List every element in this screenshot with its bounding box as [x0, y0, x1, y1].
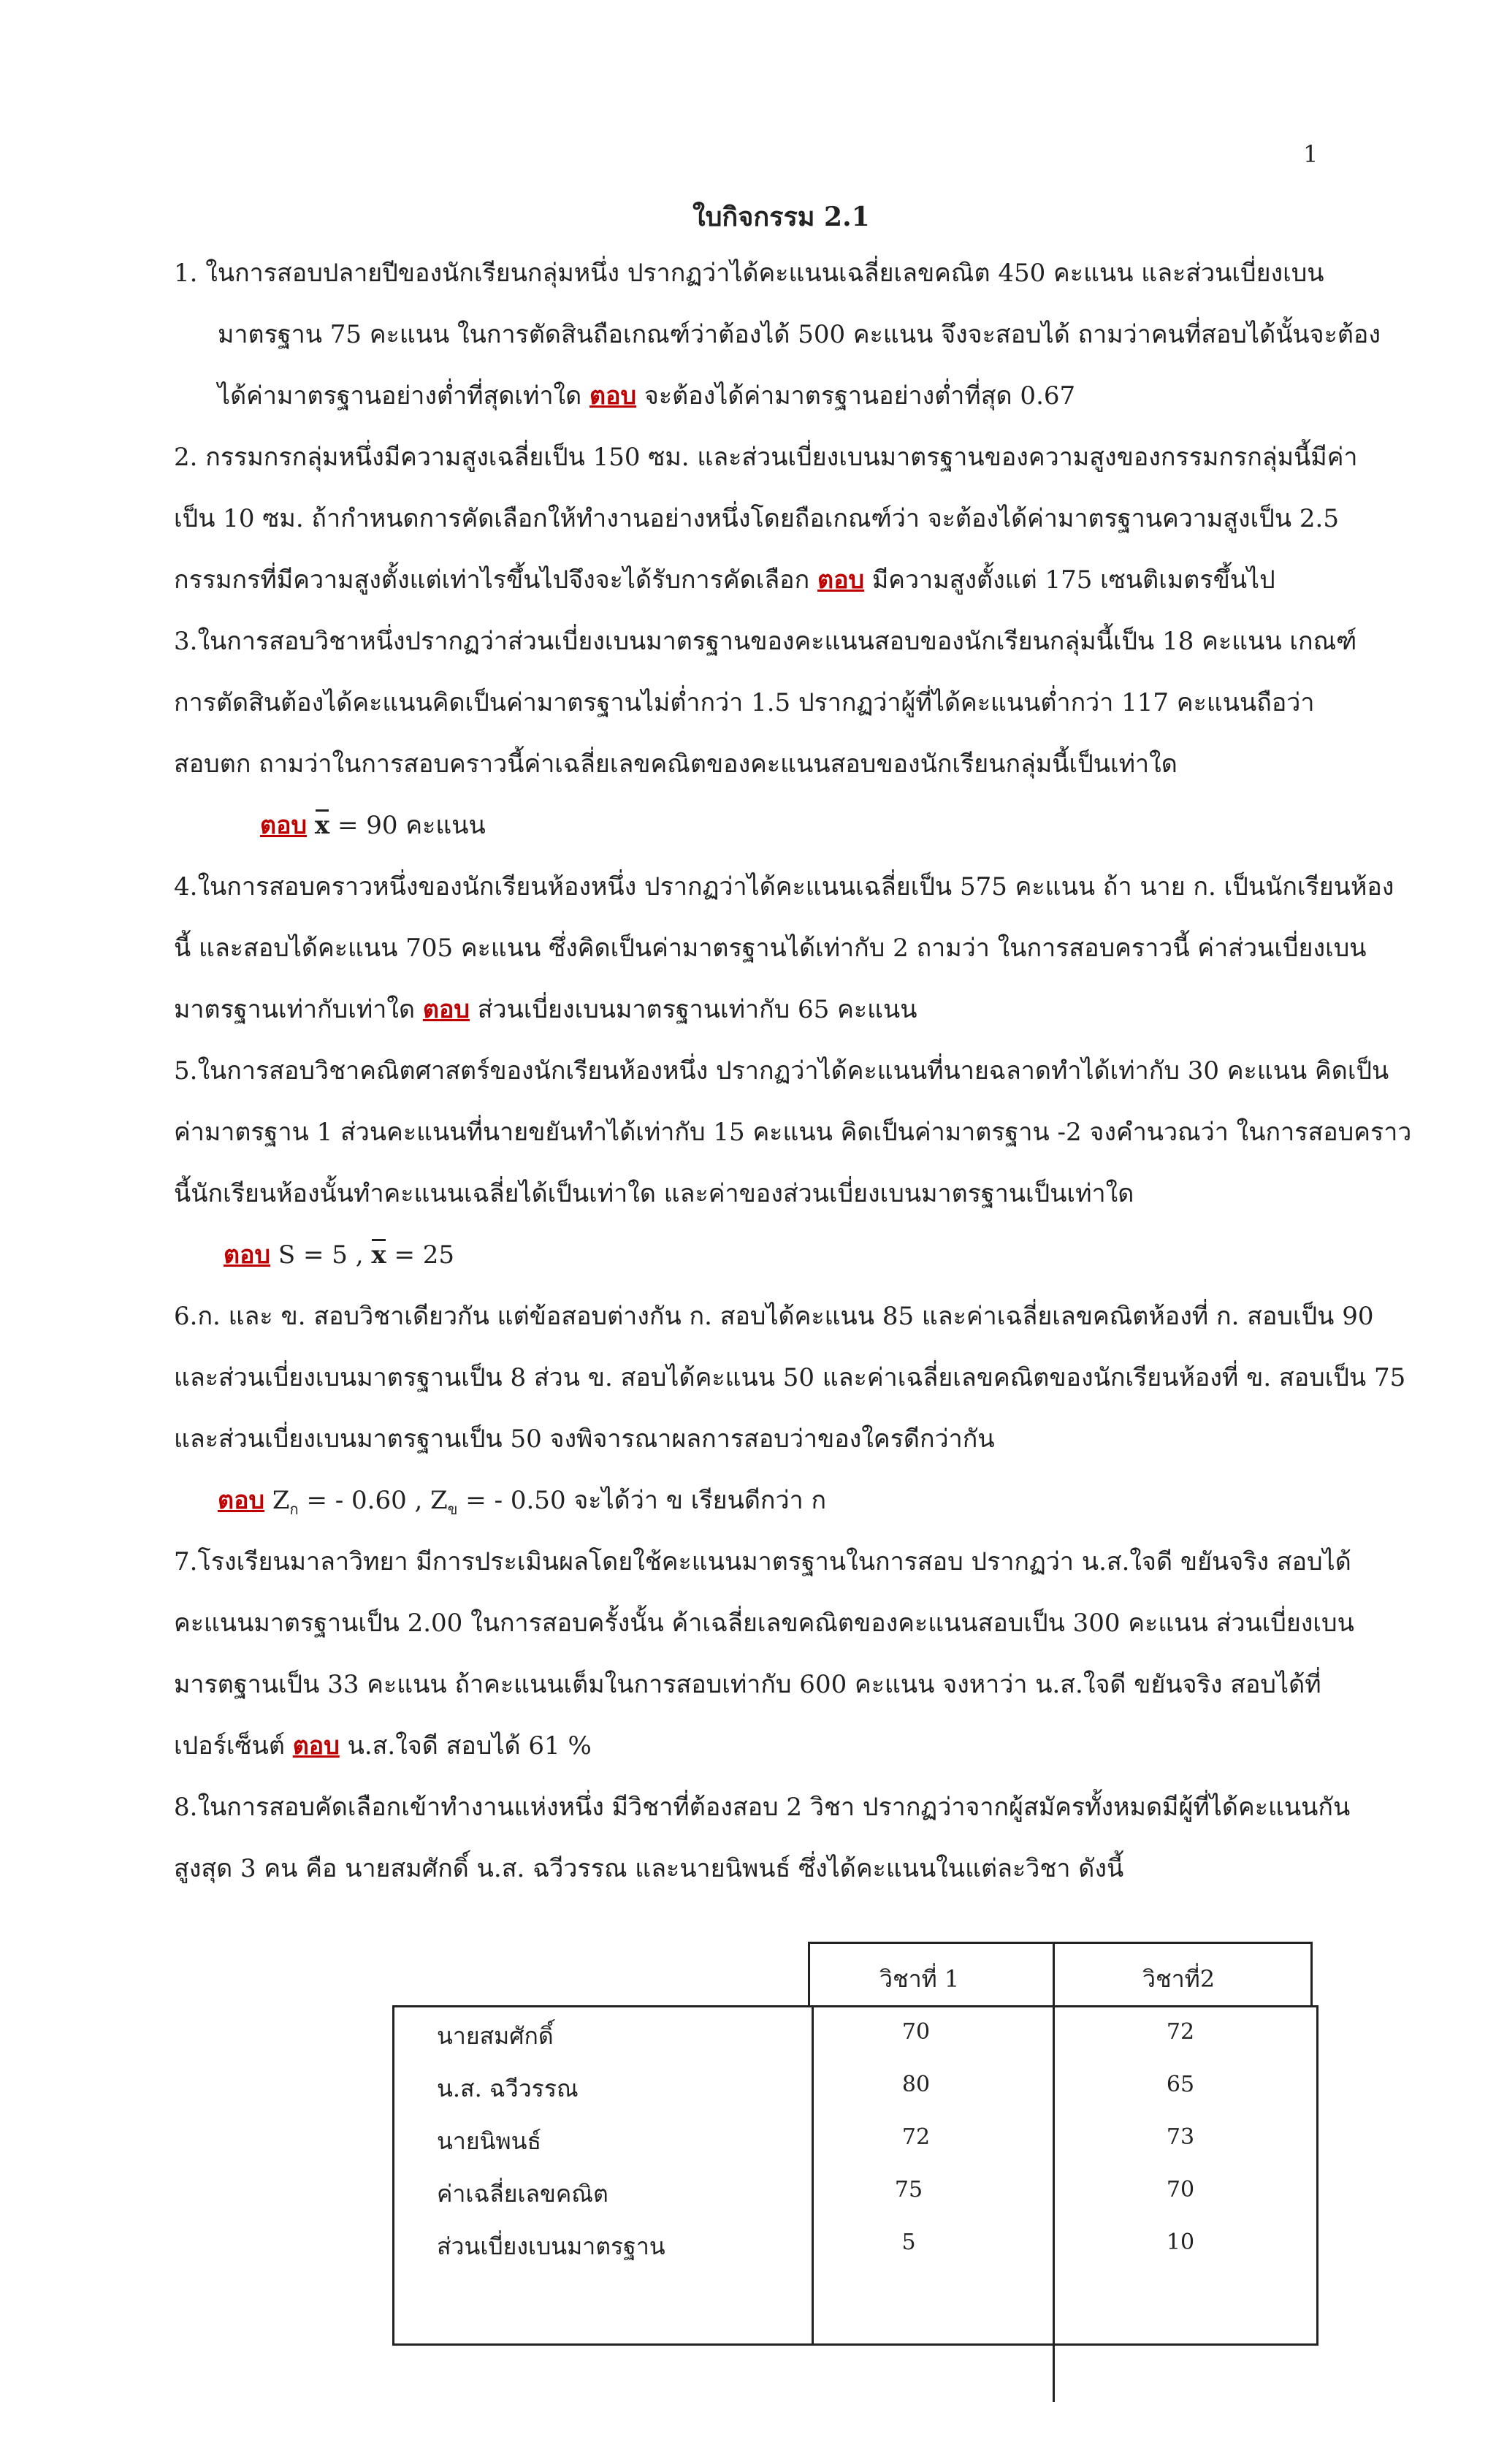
row-label: ค่าเฉลี่ยเลขคณิต	[437, 2180, 608, 2208]
q2-line3: กรรมกรที่มีความสูงตั้งแต่เท่าไรขึ้นไปจึงจะได้รับการคัดเลือก ตอบ มีความสูงตั้งแต่ 175 เซนติเมตรขึ้นไป	[174, 565, 1275, 595]
q5-line1: 5.ในการสอบวิชาคณิตศาสตร์ของนักเรียนห้องหนึ่ง ปรากฏว่าได้คะแนนที่นายฉลาดทำได้เท่ากับ 30 คะแนน คิดเป็น	[174, 1056, 1389, 1086]
row-label: นายสมศักดิ์	[437, 2022, 554, 2050]
answer-label: ตอบ	[589, 381, 637, 411]
cell-value: 73	[1166, 2124, 1195, 2150]
cell-value: 70	[1166, 2177, 1195, 2202]
q6-line1: 6.ก. และ ข. สอบวิชาเดียวกัน แต่ข้อสอบต่างกัน ก. สอบได้คะแนน 85 และค่าเฉลี่ยเลขคณิตห้องที่ ก. สอบเป็น 90	[174, 1302, 1374, 1331]
q4-line3: มาตรฐานเท่ากับเท่าใด ตอบ ส่วนเบี่ยงเบนมาตรฐานเท่ากับ 65 คะแนน	[174, 995, 917, 1024]
q7-line3: มารตฐานเป็น 33 คะแนน ถ้าคะแนนเต็มในการสอบเท่ากับ 600 คะแนน จงหาว่า น.ส.ใจดี ขยันจริง สอบได้ที่	[174, 1670, 1321, 1699]
mean-symbol: x	[371, 1240, 386, 1270]
q6-line3: และส่วนเบี่ยงเบนมาตรฐานเป็น 50 จงพิจารณาผลการสอบว่าของใครดีกว่ากัน	[174, 1424, 995, 1454]
answer-label: ตอบ	[224, 1240, 271, 1270]
q7-line1: 7.โรงเรียนมาลาวิทยา มีการประเมินผลโดยใช้คะแนนมาตรฐานในการสอบ ปรากฏว่า น.ส.ใจดี ขยันจริง สอบได้	[174, 1547, 1351, 1576]
cell-value: 80	[901, 2072, 931, 2097]
answer-label: ตอบ	[218, 1486, 265, 1515]
q7-line4: เปอร์เซ็นต์ ตอบ น.ส.ใจดี สอบได้ 61 %	[174, 1731, 592, 1761]
q6-answer: ตอบ $Z_ก$ = - 0.60 , $Z_ข$ = - 0.50 จะได้ว่า ข เรียนดีกว่า ก	[218, 1486, 827, 1518]
cell-value: 5	[901, 2230, 916, 2255]
mean-symbol: x	[314, 811, 330, 840]
row-label: ส่วนเบี่ยงเบนมาตรฐาน	[437, 2232, 665, 2260]
table-header: วิชาที่2	[1142, 1965, 1216, 1993]
table-header: วิชาที่ 1	[879, 1965, 960, 1993]
q5-line2: ค่ามาตรฐาน 1 ส่วนคะแนนที่นายขยันทำได้เท่ากับ 15 คะแนน คิดเป็นค่ามาตรฐาน -2 จงคำนวณว่า ในการสอบคราว	[174, 1118, 1412, 1147]
cell-value: 72	[901, 2124, 931, 2150]
cell-value: 10	[1166, 2230, 1195, 2255]
cell-value: 65	[1166, 2072, 1195, 2097]
q2-line2: เป็น 10 ซม. ถ้ากำหนดการคัดเลือกให้ทำงานอย่างหนึ่งโดยถือเกณฑ์ว่า จะต้องได้ค่ามาตรฐานความสูงเป็น 2.5	[174, 504, 1339, 533]
q5-answer: ตอบ S = 5 , x = 25	[224, 1240, 455, 1270]
answer-label: ตอบ	[422, 995, 470, 1024]
cell-value: 72	[1166, 2019, 1195, 2045]
q3-answer: ตอบ x = 90 คะแนน	[260, 811, 486, 840]
q1-line2: มาตรฐาน 75 คะแนน ในการตัดสินถือเกณฑ์ว่าต้องได้ 500 คะแนน จึงจะสอบได้ ถามว่าคนที่สอบได้นั้นจะต้อง	[218, 320, 1381, 349]
q5-line3: นี้นักเรียนห้องนั้นทำคะแนนเฉลี่ยได้เป็นเท่าใด และค่าของส่วนเบี่ยงเบนมาตรฐานเป็นเท่าใด	[174, 1179, 1134, 1208]
q4-line2: นี้ และสอบได้คะแนน 705 คะแนน ซึ่งคิดเป็นค่ามาตรฐานได้เท่ากับ 2 ถามว่า ในการสอบคราวนี้ ค่าส่วนเบี่ยงเบน	[174, 934, 1367, 963]
cell-value: 70	[901, 2019, 931, 2045]
q3-line2: การตัดสินต้องได้คะแนนคิดเป็นค่ามาตรฐานไม่ต่ำกว่า 1.5 ปรากฏว่าผู้ที่ได้คะแนนต่ำกว่า 117 คะแนนถือว่า	[174, 688, 1315, 717]
q7-line2: คะแนนมาตรฐานเป็น 2.00 ในการสอบครั้งนั้น ค้าเฉลี่ยเลขคณิตของคะแนนสอบเป็น 300 คะแนน ส่วนเบี่ยงเบน	[174, 1609, 1354, 1638]
q6-line2: และส่วนเบี่ยงเบนมาตรฐานเป็น 8 ส่วน ข. สอบได้คะแนน 50 และค่าเฉลี่ยเลขคณิตของนักเรียนห้องที่ ข. สอบเป็น 75	[174, 1363, 1406, 1392]
q2-line1: 2. กรรมกรกลุ่มหนึ่งมีความสูงเฉลี่ยเป็น 150 ซม. และส่วนเบี่ยงเบนมาตรฐานของความสูงของกรรมกรกลุ่มนี้มีค่า	[174, 443, 1358, 472]
q3-line1: 3.ในการสอบวิชาหนึ่งปรากฏว่าส่วนเบี่ยงเบนมาตรฐานของคะแนนสอบของนักเรียนกลุ่มนี้เป็น 18 คะแนน เกณฑ์	[174, 627, 1357, 656]
row-label: น.ส. ฉวีวรรณ	[437, 2075, 579, 2102]
answer-label: ตอบ	[292, 1731, 340, 1761]
q8-line1: 8.ในการสอบคัดเลือกเข้าทำงานแห่งหนึ่ง มีวิชาที่ต้องสอบ 2 วิชา ปรากฏว่าจากผู้สมัครทั้งหมดมีผู้ที่ได้คะแนนกัน	[174, 1793, 1351, 1822]
q3-line3: สอบตก ถามว่าในการสอบคราวนี้ค่าเฉลี่ยเลขคณิตของคะแนนสอบของนักเรียนกลุ่มนี้เป็นเท่าใด	[174, 750, 1178, 779]
cell-value: 75	[894, 2177, 923, 2202]
q1-line3: ได้ค่ามาตรฐานอย่างต่ำที่สุดเท่าใด ตอบ จะต้องได้ค่ามาตรฐานอย่างต่ำที่สุด 0.67	[218, 381, 1076, 411]
answer-label: ตอบ	[260, 811, 308, 840]
q8-line2: สูงสุด 3 คน คือ นายสมศักดิ์ น.ส. ฉวีวรรณ และนายนิพนธ์ ซึ่งได้คะแนนในแต่ละวิชา ดังนี้	[174, 1854, 1124, 1883]
q1-line1: 1. ในการสอบปลายปีของนักเรียนกลุ่มหนึ่ง ปรากฏว่าได้คะแนนเฉลี่ยเลขคณิต 450 คะแนน และส่วนเบี่ยงเบน	[174, 259, 1324, 288]
page-number: 1	[1303, 140, 1318, 168]
q4-line1: 4.ในการสอบคราวหนึ่งของนักเรียนห้องหนึ่ง ปรากฏว่าได้คะแนนเฉลี่ยเป็น 575 คะแนน ถ้า นาย ก. เป็นนักเรียนห้อง	[174, 872, 1394, 901]
row-label: นายนิพนธ์	[437, 2127, 541, 2155]
answer-label: ตอบ	[817, 565, 865, 595]
page-title: ใบกิจกรรม 2.1	[692, 202, 870, 232]
